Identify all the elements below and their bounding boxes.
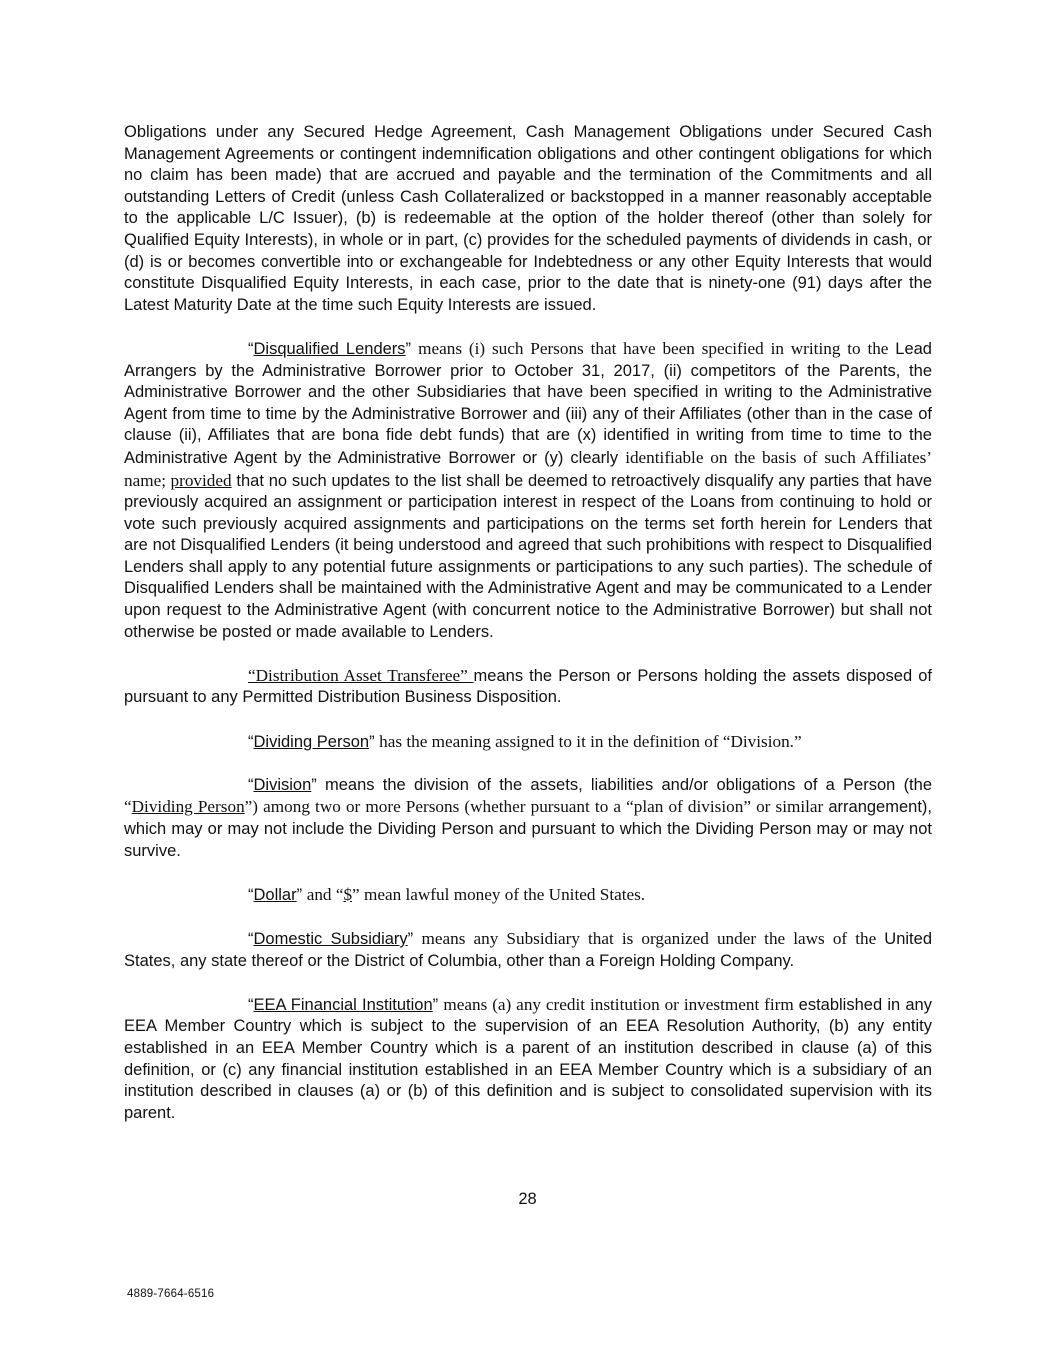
text-run: provided — [170, 470, 232, 490]
text-run: means (a) any credit institution or investment firm — [443, 994, 799, 1014]
text-run: “ — [124, 797, 132, 817]
text-run: “ — [248, 732, 254, 751]
text-run: Lead Arrangers by the Administrative Borrower prior to October 31, 2017, (ii) competitors of the Parents, the Administrative Borrower and the other Subsidiaries that have been specified in writing to the Administrative Agent from time to time by the Administrative Borrower and (iii) any of their Affiliates (other than in the case of clause (ii), Affiliates that are bona fide debt funds) that are (x) identified in writing from time to time to the Administrative Agent by the Administrative Borrower or (y) clearly — [124, 339, 932, 467]
paragraph-domestic-subsidiary — [124, 928, 932, 972]
text-run: Domestic Subsidiary — [253, 929, 408, 948]
text-run: means the Person or Persons holding the assets disposed of pursuant to any Permitted Distribution Business Disposition. — [124, 666, 932, 707]
text-run: ” mean lawful money of the United States. — [352, 884, 646, 904]
text-run: identifiable on the basis of such Affiliates’ name; — [124, 447, 932, 490]
text-run: means (i) such Persons that have been specified in writing to the — [418, 338, 896, 358]
text-run: “Distribution Asset Transferee” — [248, 665, 474, 685]
text-run: Dividing Person — [131, 797, 245, 817]
text-run: $ — [343, 884, 353, 904]
text-run: ” — [369, 732, 380, 751]
text-run: that no such updates to the list shall be deemed to retroactively disqualify any parties that have previously acquired an assignment or participation interest in respect of the Loans from continuing to hold or vote such previously acquired assignments and participations on the terms set forth herein for Lenders that are not Disqualified Lenders (it being understood and agreed that such prohibitions with respect to Disqualified Lenders shall apply to any potential future assignments or participations to any such parties). The schedule of Disqualified Lenders shall be maintained with the Administrative Agent and may be communicated to a Lender upon request to the Administrative Agent (with concurrent notice to the Administrative Borrower) but shall not otherwise be posted or made available to Lenders. — [124, 471, 933, 641]
text-run: Dollar — [253, 885, 297, 904]
text-run: ” — [407, 929, 422, 948]
paragraph-eea-financial-institution — [124, 994, 932, 1125]
text-run: means any Subsidiary that is organized under the laws of the — [421, 928, 885, 948]
paragraph-division — [124, 775, 932, 862]
page-number: 28 — [518, 1190, 537, 1208]
paragraph-dividing-person — [124, 731, 932, 754]
text-run: “ — [248, 929, 254, 948]
text-run: ”) among two or more Persons (whether pursuant to a “plan of division” or similar — [244, 797, 829, 817]
text-run: and “ — [306, 884, 344, 904]
text-run: established in any EEA Member Country which is subject to the supervision of an EEA Resolution Authority, (b) any entity established in an EEA Member Country which is a parent of an institution described in clause (a) of this definition, or (c) any financial institution established in an EEA Member Country which is a subsidiary of an institution described in clauses (a) or (b) of this definition and is subject to consolidated supervision with its parent. — [124, 995, 932, 1122]
text-run: “ — [248, 885, 254, 904]
paragraph-dollar — [124, 884, 932, 907]
text-run: “ — [248, 339, 254, 358]
text-run: ” — [296, 885, 307, 904]
text-run: ” — [405, 339, 419, 358]
text-run: “ — [248, 995, 254, 1014]
document-body — [124, 122, 932, 1146]
text-run: ” — [432, 995, 444, 1014]
paragraph-distribution-asset-transferee — [124, 665, 932, 709]
paragraph-continuation — [124, 122, 932, 316]
text-run: Obligations under any Secured Hedge Agreement, Cash Management Obligations under Secured Cash Management Agreements or contingent indemnification obligations and other contingent obligations for which no claim has been made) that are accrued and payable and the termination of the Commitments and all outstanding Letters of Credit (unless Cash Collateralized or backstopped in a manner reasonably acceptable to the applicable L/C Issuer), (b) is redeemable at the option of the holder thereof (other than solely for Qualified Equity Interests), in whole or in part, (c) provides for the scheduled payments of dividends in cash, or (d) is or becomes convertible into or exchangeable for Indebtedness or any other Equity Interests that would constitute Disqualified Equity Interests, in each case, prior to the date that is ninety-one (91) days after the Latest Maturity Date at the time such Equity Interests are issued. — [124, 123, 932, 314]
text-run: Division — [253, 775, 312, 794]
text-run: United States, any state thereof or the District of Columbia, other than a Foreign Holding Company. — [124, 929, 932, 970]
document-id-footer: 4889-7664-6516 — [127, 1288, 215, 1300]
text-run: Disqualified Lenders — [253, 339, 406, 358]
text-run: ” means the division of the assets, liabilities and/or obligations of a Person (the — [311, 775, 932, 794]
text-run: arrangement), which may or may not include the Dividing Person and pursuant to which the Dividing Person may or may not survive. — [124, 798, 932, 860]
text-run: has the meaning assigned to it in the definition of “Division.” — [379, 731, 802, 751]
text-run: “ — [248, 775, 254, 794]
text-run: EEA Financial Institution — [253, 995, 433, 1014]
text-run: Dividing Person — [253, 732, 370, 751]
paragraph-disqualified-lenders — [124, 338, 932, 643]
